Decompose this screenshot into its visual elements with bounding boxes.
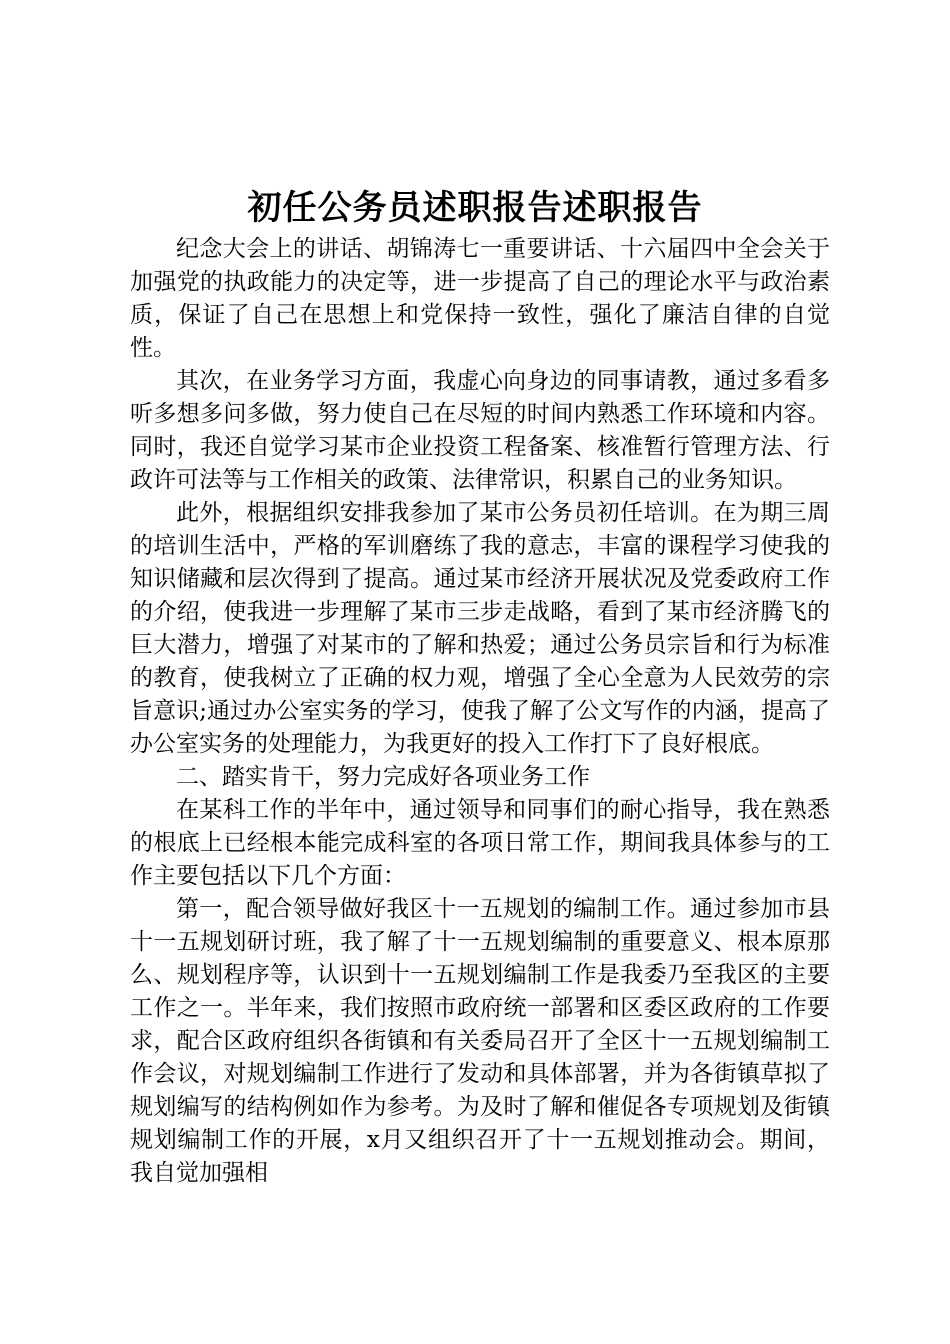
paragraph-1: 纪念大会上的讲话、胡锦涛七一重要讲话、十六届四中全会关于加强党的执政能力的决定等，进一步提高了自己的理论水平与政治素质，保证了自己在思想上和党保持一致性，强化了廉洁自律的自觉性。 xyxy=(130,236,830,361)
section-heading: 二、踏实肯干，努力完成好各项业务工作 xyxy=(176,764,590,790)
document-title: 初任公务员述职报告述职报告 xyxy=(247,188,703,228)
paragraph-3: 此外，根据组织安排我参加了某市公务员初任培训。在为期三周的培训生活中，严格的军训磨练了我的意志，丰富的课程学习使我的知识储藏和层次得到了提高。通过某市经济开展状况及党委政府工作的介绍，使我进一步理解了某市三步走战略，看到了某市经济腾飞的巨大潜力，增强了对某市的了解和热爱；通过公务员宗旨和行为标准的教育，使我树立了正确的权力观，增强了全心全意为人民效劳的宗旨意识;通过办公室实务的学习，使我了解了公文写作的内涵，提高了办公室实务的处理能力，为我更好的投入工作打下了良好根底。 xyxy=(130,500,830,757)
paragraph-5: 第一，配合领导做好我区十一五规划的编制工作。通过参加市县十一五规划研讨班，我了解了十一五规划编制的重要意义、根本原那么、规划程序等，认识到十一五规划编制工作是我委乃至我区的主要工作之一。半年来，我们按照市政府统一部署和区委区政府的工作要求，配合区政府组织各街镇和有关委局召开了全区十一五规划编制工作会议，对规划编制工作进行了发动和具体部署，并为各街镇草拟了规划编写的结构例如作为参考。为及时了解和催促各专项规划及街镇规划编制工作的开展，x月又组织召开了十一五规划推动会。期间，我自觉加强相 xyxy=(130,896,830,1186)
paragraph-4: 在某科工作的半年中，通过领导和同事们的耐心指导，我在熟悉的根底上已经根本能完成科室的各项日常工作，期间我具体参与的工作主要包括以下几个方面： xyxy=(130,797,830,889)
paragraph-2: 其次，在业务学习方面，我虚心向身边的同事请教，通过多看多听多想多问多做，努力使自己在尽短的时间内熟悉工作环境和内容。同时，我还自觉学习某市企业投资工程备案、核准暂行管理方法、行政许可法等与工作相关的政策、法律常识，积累自己的业务知识。 xyxy=(130,368,830,493)
document-body xyxy=(130,233,830,1190)
